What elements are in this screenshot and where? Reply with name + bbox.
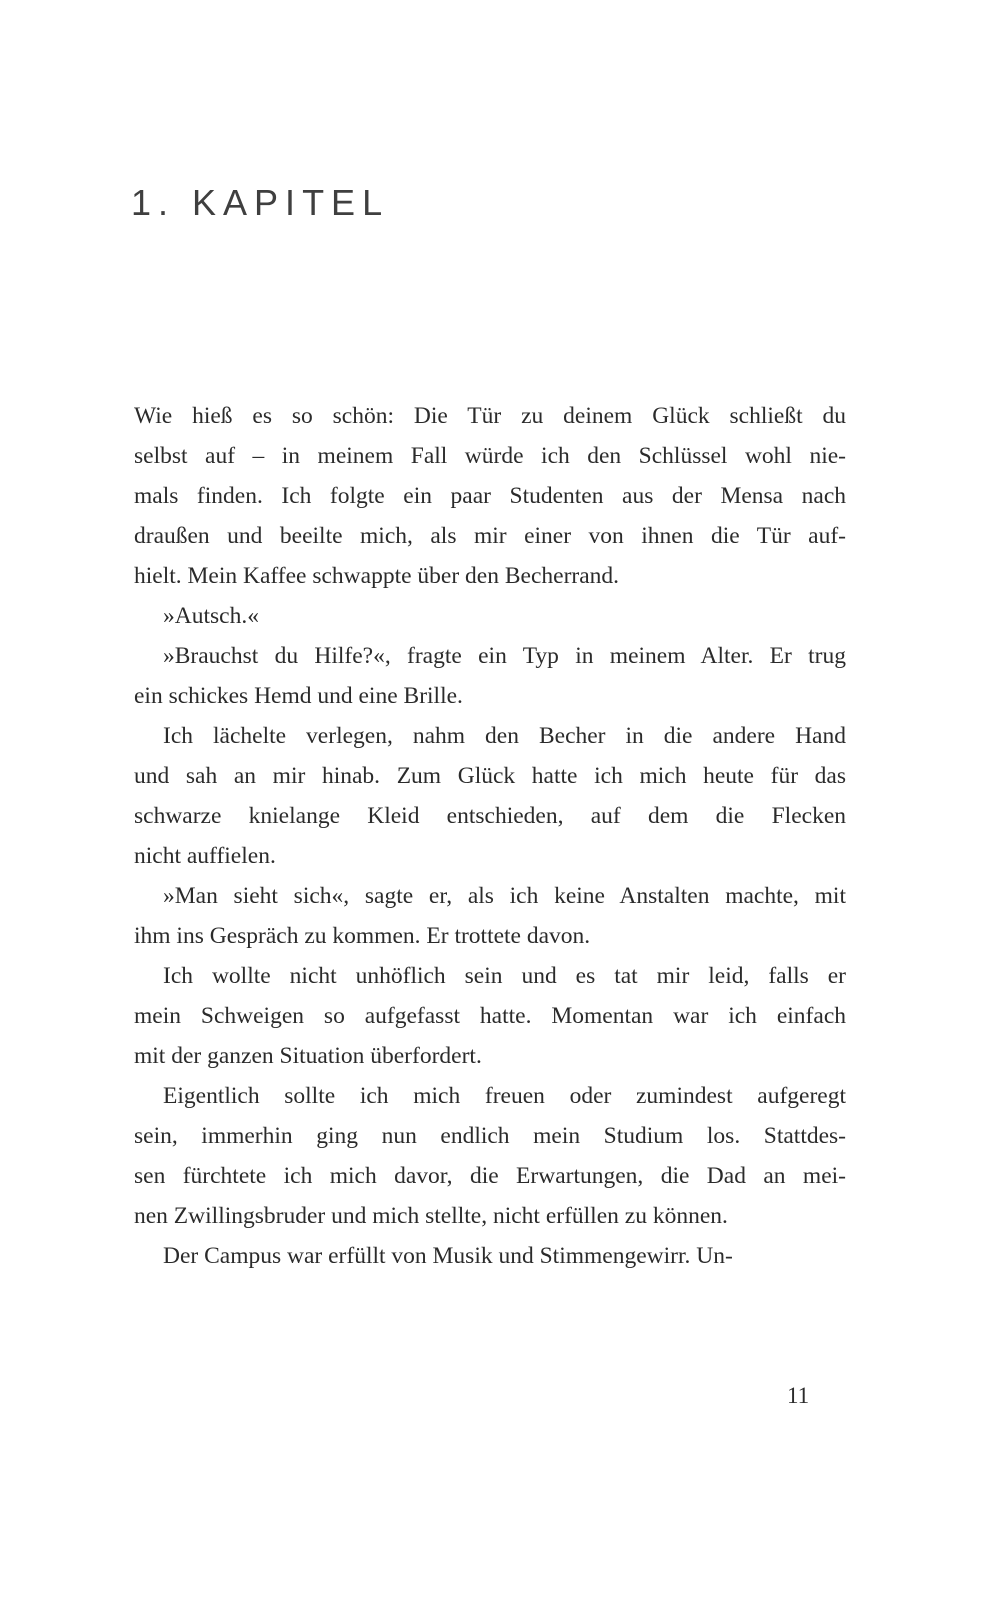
text-line: »Brauchst du Hilfe?«, fragte ein Typ in meinem Alter. Er trug (163, 643, 846, 669)
paragraph (134, 956, 846, 1076)
text-line: schwarze knielange Kleid entschieden, auf dem die Flecken (134, 803, 846, 829)
paragraph (134, 636, 846, 716)
text-line: ihm ins Gespräch zu kommen. Er trottete davon. (134, 923, 591, 949)
text-line: Ich wollte nicht unhöflich sein und es tat mir leid, falls er (163, 963, 846, 989)
text-line: sen fürchtete ich mich davor, die Erwartungen, die Dad an mei- (134, 1163, 846, 1189)
text-line: mit der ganzen Situation überfordert. (134, 1043, 482, 1069)
text-line: Eigentlich sollte ich mich freuen oder zumindest aufgeregt (163, 1083, 846, 1109)
page-number: 11 (787, 1383, 810, 1408)
text-line: Der Campus war erfüllt von Musik und Stimmengewirr. Un- (163, 1243, 733, 1269)
text-line: draußen und beeilte mich, als mir einer von ihnen die Tür auf- (134, 523, 846, 549)
text-line: mals finden. Ich folgte ein paar Studenten aus der Mensa nach (134, 483, 846, 509)
paragraph (134, 1236, 846, 1276)
paragraph (134, 596, 846, 636)
text-line: selbst auf – in meinem Fall würde ich den Schlüssel wohl nie- (134, 443, 846, 469)
text-line: ein schickes Hemd und eine Brille. (134, 683, 463, 709)
text-line: nen Zwillingsbruder und mich stellte, nicht erfüllen zu können. (134, 1203, 728, 1229)
text-line: mein Schweigen so aufgefasst hatte. Momentan war ich einfach (134, 1003, 846, 1029)
paragraph (134, 396, 846, 596)
text-line: nicht auffielen. (134, 843, 276, 869)
text-line: Wie hieß es so schön: Die Tür zu deinem Glück schließt du (134, 403, 846, 429)
paragraph (134, 716, 846, 876)
chapter-heading: 1. KAPITEL (131, 182, 390, 223)
text-line: »Autsch.« (163, 603, 259, 629)
text-line: »Man sieht sich«, sagte er, als ich keine Anstalten machte, mit (163, 883, 846, 909)
body-text (134, 396, 846, 1276)
paragraph (134, 1076, 846, 1236)
text-line: hielt. Mein Kaffee schwappte über den Becherrand. (134, 563, 620, 589)
text-line: sein, immerhin ging nun endlich mein Studium los. Stattdes- (134, 1123, 846, 1149)
text-line: Ich lächelte verlegen, nahm den Becher in die andere Hand (163, 723, 846, 749)
paragraph (134, 876, 846, 956)
text-line: und sah an mir hinab. Zum Glück hatte ich mich heute für das (134, 763, 846, 789)
